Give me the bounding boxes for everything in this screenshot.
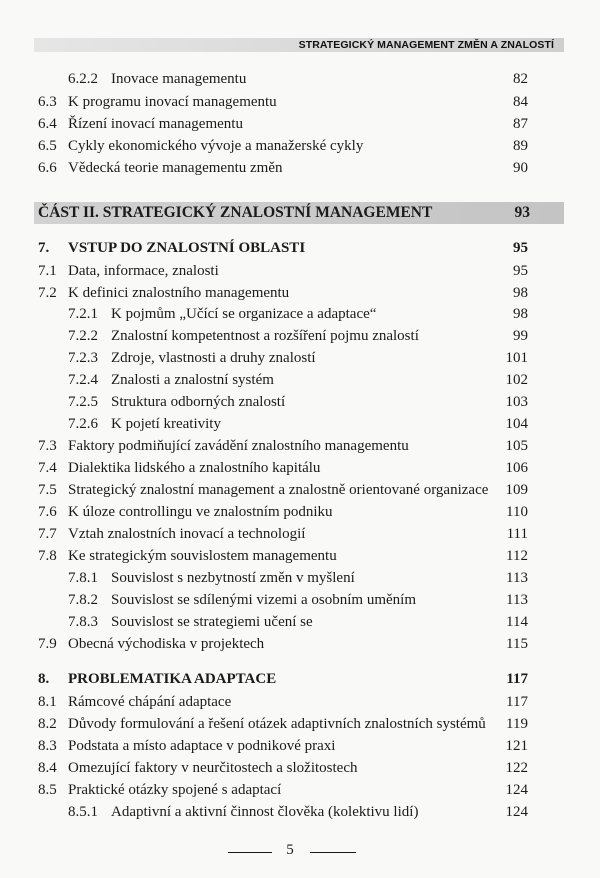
toc-title: Zdroje, vlastnosti a druhy znalostí: [111, 350, 316, 366]
toc-title: Souvislost se strategiemi učení se: [111, 614, 313, 630]
toc-number: 8.1: [38, 694, 57, 710]
toc-number: 7.4: [38, 460, 57, 476]
toc-title: Praktické otázky spojené s adaptací: [68, 782, 282, 798]
toc-number: 7.2.5: [68, 394, 98, 410]
toc-number: 7.8.3: [68, 614, 98, 630]
toc-title: Vědecká teorie managementu změn: [68, 160, 283, 176]
toc-title: Dialektika lidského a znalostního kapitálu: [68, 460, 321, 476]
chapter-heading: [0, 238, 600, 258]
toc-page: 89: [513, 138, 528, 154]
toc-page: 106: [505, 460, 528, 476]
toc-page: 95: [513, 263, 528, 279]
toc-page: 117: [506, 694, 528, 710]
toc-entry: [0, 414, 600, 434]
toc-number: 6.5: [38, 138, 57, 154]
toc-page: 113: [506, 592, 528, 608]
toc-page: 119: [506, 716, 528, 732]
toc-title: Rámcové chápání adaptace: [68, 694, 232, 710]
part-page: 93: [514, 204, 530, 221]
toc-title: K pojetí kreativity: [111, 416, 221, 432]
toc-number: 7.8.1: [68, 570, 98, 586]
toc-title: Vztah znalostních inovací a technologií: [68, 526, 306, 542]
toc-entry: [0, 612, 600, 632]
toc-entry: [0, 780, 600, 800]
toc-page: 105: [505, 438, 528, 454]
toc-entry: [0, 92, 600, 112]
toc-title: Důvody formulování a řešení otázek adaptivních znalostních systémů: [68, 716, 486, 732]
toc-number: 7.3: [38, 438, 57, 454]
toc-page: 124: [505, 804, 528, 820]
toc-page: 99: [513, 328, 528, 344]
toc-page: 109: [505, 482, 528, 498]
toc-number: 7.2.2: [68, 328, 98, 344]
toc-entry: [0, 326, 600, 346]
toc-title: Strategický znalostní management a znalostně orientované organizace: [68, 482, 489, 498]
toc-title: Ke strategickým souvislostem managementu: [68, 548, 337, 564]
toc-title: Inovace managementu: [111, 71, 247, 87]
toc-title: K definici znalostního managementu: [68, 285, 290, 301]
toc-title: Znalostní kompetentnost a rozšíření pojmu znalostí: [111, 328, 419, 344]
toc-number: 7.2.6: [68, 416, 98, 432]
toc-entry: [0, 304, 600, 324]
toc-page: 98: [513, 306, 528, 322]
toc-title: Data, informace, znalosti: [68, 263, 219, 279]
toc-number: 8.5.1: [68, 804, 98, 820]
toc-page: 101: [505, 350, 528, 366]
toc-title: Řízení inovací managementu: [68, 116, 243, 132]
toc-number: 6.6: [38, 160, 57, 176]
toc-entry: [0, 736, 600, 756]
toc-title: Adaptivní a aktivní činnost člověka (kolektivu lidí): [111, 804, 419, 820]
toc-number: 7.8: [38, 548, 57, 564]
toc-page: 82: [513, 71, 528, 87]
toc-number: 8.3: [38, 738, 57, 754]
chapter-page: 95: [513, 240, 528, 256]
toc-page: 110: [506, 504, 528, 520]
toc-number: 7.1: [38, 263, 57, 279]
toc-entry: [0, 69, 600, 89]
footer-rule-left: [228, 852, 272, 853]
chapter-number: 7.: [38, 240, 50, 256]
toc-number: 6.4: [38, 116, 57, 132]
toc-title: K úloze controllingu ve znalostním podniku: [68, 504, 333, 520]
toc-entry: [0, 136, 600, 156]
toc-page: 111: [506, 526, 528, 542]
chapter-heading: [0, 669, 600, 689]
toc-entry: [0, 436, 600, 456]
toc-number: 7.2.4: [68, 372, 98, 388]
toc-number: 6.3: [38, 94, 57, 110]
toc-title: Znalosti a znalostní systém: [111, 372, 274, 388]
toc-entry: [0, 802, 600, 822]
toc-page: 115: [506, 636, 528, 652]
toc-title: Omezující faktory v neurčitostech a složitostech: [68, 760, 358, 776]
toc-page: 102: [505, 372, 528, 388]
toc-title: Souvislost s nezbytností změn v myšlení: [111, 570, 355, 586]
toc-page: 121: [505, 738, 528, 754]
toc-entry: [0, 114, 600, 134]
toc-page: 113: [506, 570, 528, 586]
toc-entry: [0, 261, 600, 281]
toc-title: Souvislost se sdílenými vizemi a osobním uměním: [111, 592, 416, 608]
toc-title: Struktura odborných znalostí: [111, 394, 286, 410]
toc-title: Cykly ekonomického vývoje a manažerské cykly: [68, 138, 364, 154]
toc-page: 122: [505, 760, 528, 776]
toc-number: 7.2: [38, 285, 57, 301]
toc-entry: [0, 392, 600, 412]
chapter-title: PROBLEMATIKA ADAPTACE: [68, 671, 277, 687]
toc-title: Obecná východiska v projektech: [68, 636, 265, 652]
toc-entry: [0, 502, 600, 522]
toc-number: 7.2.1: [68, 306, 98, 322]
toc-entry: [0, 568, 600, 588]
toc-number: 7.5: [38, 482, 57, 498]
toc-number: 6.2.2: [68, 71, 98, 87]
toc-number: 7.7: [38, 526, 57, 542]
toc-number: 7.8.2: [68, 592, 98, 608]
toc-entry: [0, 546, 600, 566]
toc-title: K programu inovací managementu: [68, 94, 277, 110]
toc-title: Faktory podmiňující zavádění znalostního managementu: [68, 438, 409, 454]
toc-entry: [0, 348, 600, 368]
toc-page: 98: [513, 285, 528, 301]
toc-entry: [0, 634, 600, 654]
page-number: 5: [286, 842, 294, 858]
toc-page: 87: [513, 116, 528, 132]
toc-number: 7.9: [38, 636, 57, 652]
toc-entry: [0, 524, 600, 544]
toc-entry: [0, 458, 600, 478]
toc-page: 124: [505, 782, 528, 798]
toc-page: 90: [513, 160, 528, 176]
chapter-number: 8.: [38, 671, 50, 687]
running-header: STRATEGICKÝ MANAGEMENT ZMĚN A ZNALOSTÍ: [298, 39, 554, 51]
toc-number: 8.5: [38, 782, 57, 798]
toc-entry: [0, 480, 600, 500]
part-title: ČÁST II. STRATEGICKÝ ZNALOSTNÍ MANAGEMENT: [38, 204, 433, 221]
toc-entry: [0, 590, 600, 610]
toc-title: Podstata a místo adaptace v podnikové praxi: [68, 738, 336, 754]
toc-page: 84: [513, 94, 528, 110]
toc-entry: [0, 758, 600, 778]
toc-page: 103: [505, 394, 528, 410]
footer-rule-right: [310, 852, 356, 853]
toc-title: K pojmům „Učící se organizace a adaptace“: [111, 306, 377, 322]
toc-page: 104: [505, 416, 528, 432]
toc-number: 7.2.3: [68, 350, 98, 366]
chapter-page: 117: [506, 671, 528, 687]
toc-entry: [0, 283, 600, 303]
toc-entry: [0, 714, 600, 734]
toc-entry: [0, 158, 600, 178]
toc-page: 112: [506, 548, 528, 564]
toc-number: 7.6: [38, 504, 57, 520]
toc-number: 8.2: [38, 716, 57, 732]
toc-entry: [0, 370, 600, 390]
toc-entry: [0, 692, 600, 712]
chapter-title: VSTUP DO ZNALOSTNÍ OBLASTI: [68, 240, 306, 256]
part-heading: [0, 203, 600, 223]
toc-page: 114: [506, 614, 528, 630]
toc-number: 8.4: [38, 760, 57, 776]
